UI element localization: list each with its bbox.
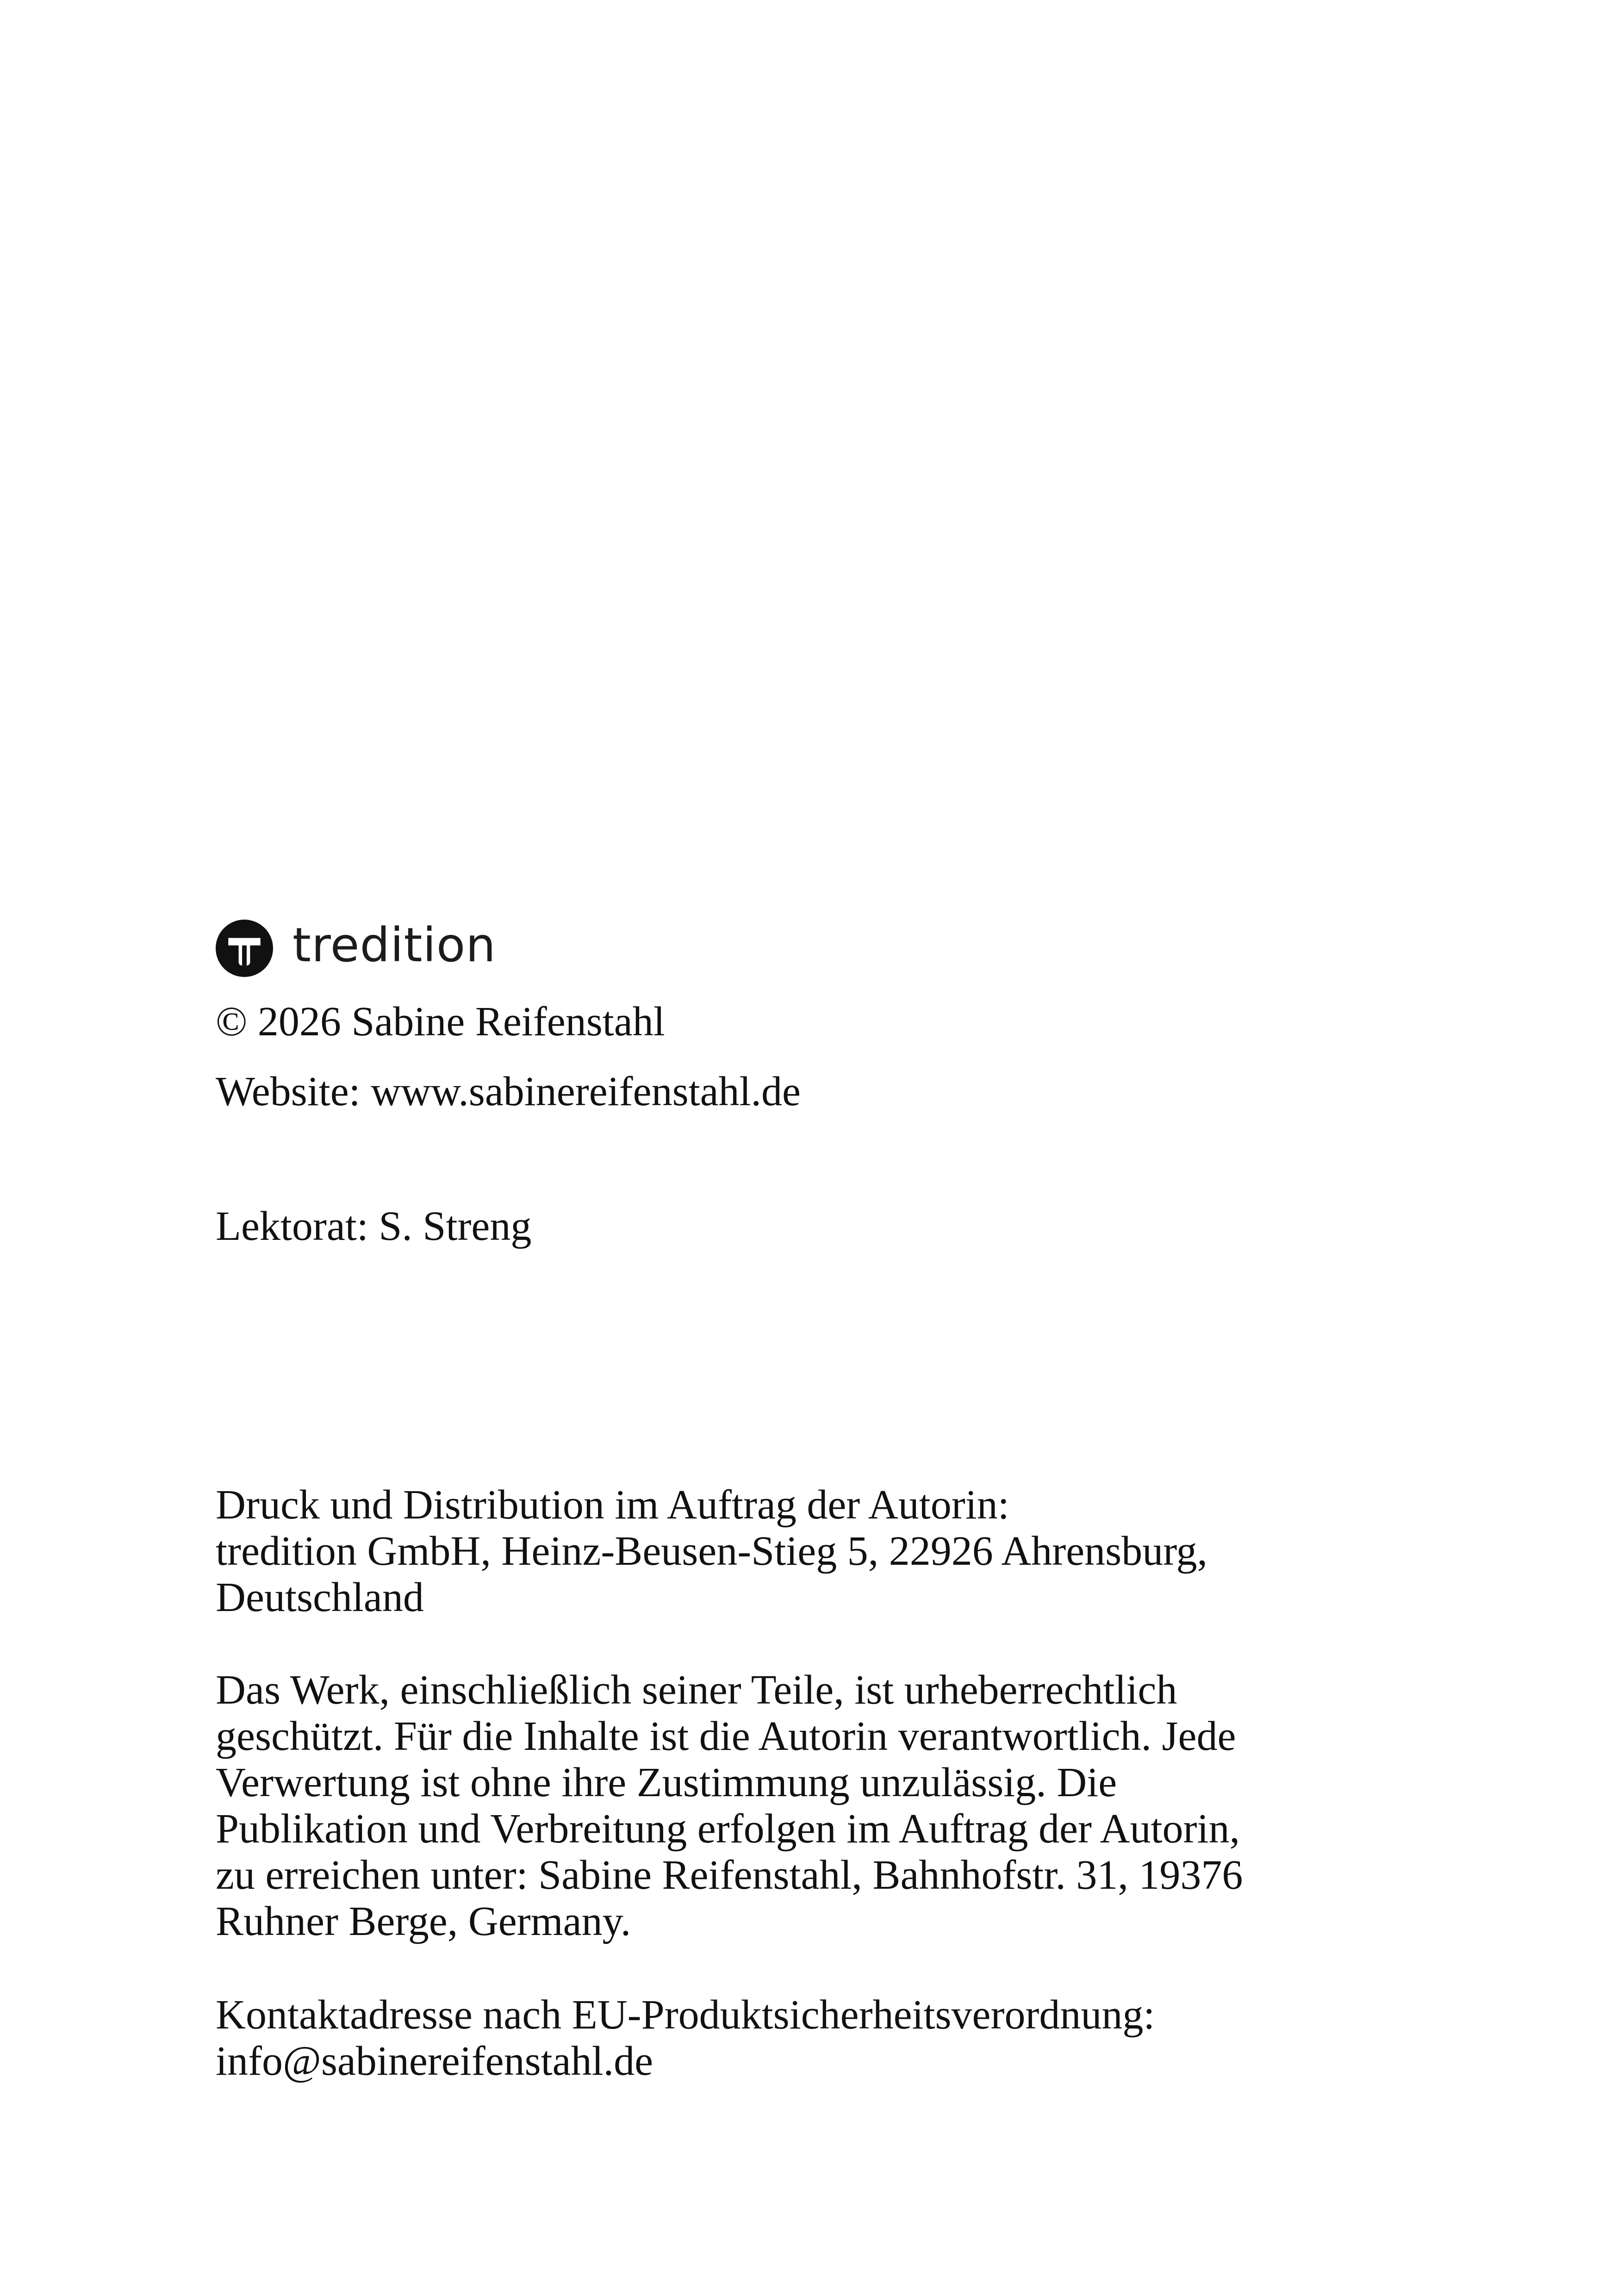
legal-line: Verwertung ist ohne ihre Zustimmung unzulässig. Die — [216, 1760, 1117, 1805]
distribution-line: tredition GmbH, Heinz-Beusen-Stieg 5, 22926 Ahrensburg, — [216, 1528, 1208, 1574]
legal-paragraph — [216, 1667, 1465, 1945]
copyright-notice: © 2026 Sabine Reifenstahl — [216, 999, 665, 1045]
publisher-wordmark: tredition — [292, 918, 496, 973]
contact-email: info@sabinereifenstahl.de — [216, 2038, 653, 2084]
legal-line: Das Werk, einschließlich seiner Teile, ist urheberrechtlich — [216, 1667, 1177, 1713]
editor-line: Lektorat: S. Streng — [216, 1203, 532, 1249]
legal-line: geschützt. Für die Inhalte ist die Autorin verantwortlich. Jede — [216, 1713, 1236, 1759]
legal-line: Ruhner Berge, Germany. — [216, 1898, 631, 1944]
distribution-line: Deutschland — [216, 1574, 424, 1620]
contact-line: Kontaktadresse nach EU-Produktsicherheitsverordnung: — [216, 1992, 1155, 2038]
website-line: Website: www.sabinereifenstahl.de — [216, 1069, 801, 1114]
distribution-paragraph — [216, 1482, 1465, 1621]
legal-line: Publikation und Verbreitung erfolgen im Auftrag der Autorin, — [216, 1806, 1240, 1852]
distribution-line: Druck und Distribution im Auftrag der Autorin: — [216, 1482, 1009, 1528]
legal-line: zu erreichen unter: Sabine Reifenstahl, Bahnhofstr. 31, 19376 — [216, 1852, 1243, 1898]
contact-paragraph — [216, 1992, 1465, 2084]
tredition-logo-icon — [216, 920, 273, 977]
publisher-logo — [216, 918, 496, 978]
